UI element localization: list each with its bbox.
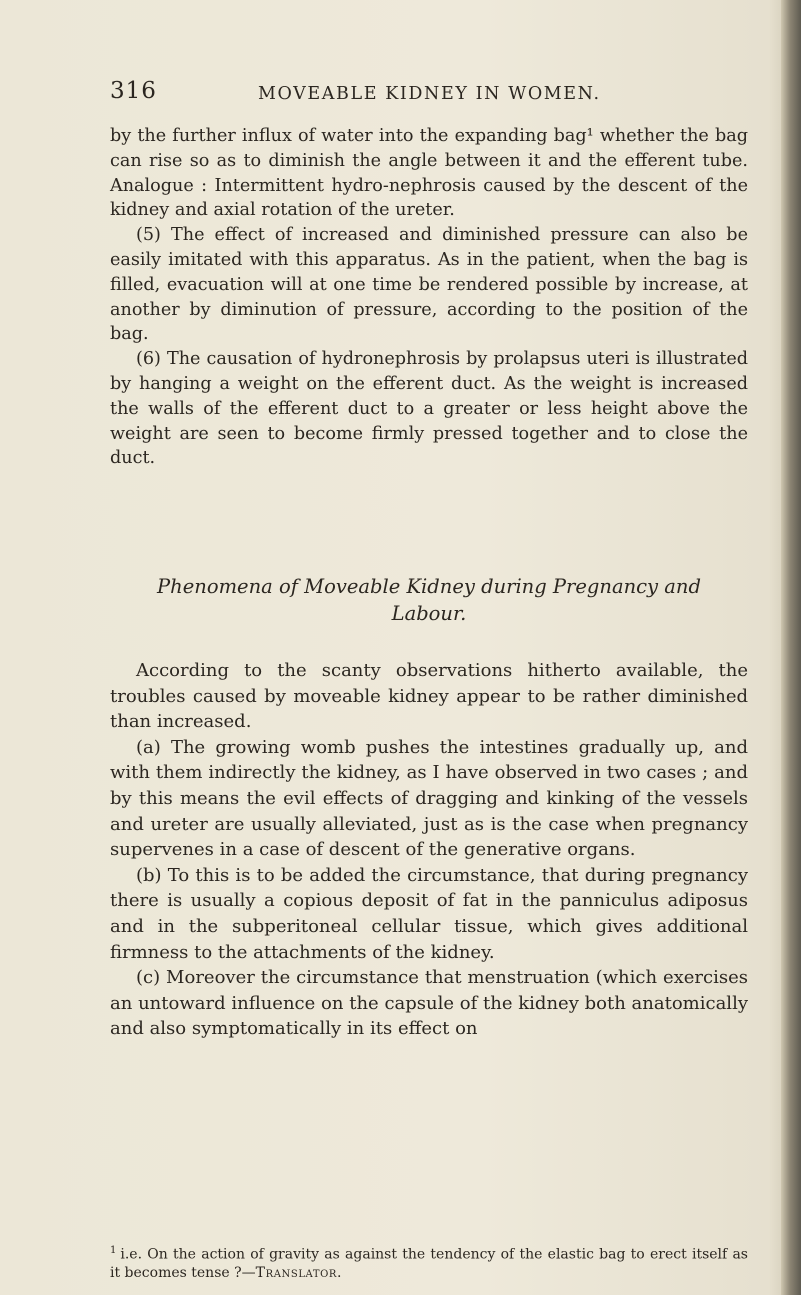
footnote-attribution: Translator. bbox=[255, 1264, 343, 1281]
paragraph-a: (a) The growing womb pushes the intestines gradually up, and with them indirectly the kidney, as I have observed in two cases ; and by this means the evil effects of dragging and kinking of the vessels and ureter are usually alleviated, just as is the case when pregnancy supervenes in a case of descent of the generative organs. bbox=[110, 736, 748, 861]
footnote-marker: 1 bbox=[110, 1245, 117, 1256]
paragraph-intro: According to the scanty observations hitherto available, the troubles caused by moveable kidney appear to be rather diminished than increased. bbox=[110, 660, 748, 733]
paragraph-continued: by the further influx of water into the expanding bag¹ whether the bag can rise so as to diminish the angle between it and the efferent tube. Analogue : Intermittent hydro-nephrosis caused by the descent of the kidney and axial rotation of the ureter. bbox=[110, 126, 748, 221]
footnote bbox=[110, 1242, 748, 1282]
section-heading-line-1: Phenomena of Moveable Kidney during Pregnancy and bbox=[157, 575, 701, 598]
body-text-bottom bbox=[110, 658, 748, 1042]
footnote-text: i.e. On the action of gravity as against the tendency of the elastic bag to erect itself as it becomes tense ?— bbox=[110, 1246, 748, 1281]
page-header bbox=[0, 78, 801, 108]
paragraph-c: (c) Moreover the circumstance that menstruation (which exercises an untoward influence on the capsule of the kidney both anatomically and also symptomatically in its effect on bbox=[110, 967, 748, 1040]
section-heading bbox=[110, 573, 748, 627]
section-heading-line-2: Labour. bbox=[391, 602, 467, 625]
paragraph-item-5: (5) The effect of increased and diminished pressure can also be easily imitated with this apparatus. As in the patient, when the bag is filled, evacuation will at one time be rendered possible by increase, at another by diminution of pressure, according to the position of the bag. bbox=[110, 225, 748, 345]
body-text-top bbox=[110, 124, 748, 471]
paragraph-item-6: (6) The causation of hydronephrosis by prolapsus uteri is illustrated by hanging a weight on the efferent duct. As the weight is increased the walls of the efferent duct to a greater or less height above the weight are seen to become firmly pressed together and to close the duct. bbox=[110, 349, 748, 469]
page-number: 316 bbox=[110, 78, 157, 104]
running-head: MOVEABLE KIDNEY IN WOMEN. bbox=[258, 84, 601, 104]
page-edge bbox=[781, 0, 801, 1295]
paragraph-b: (b) To this is to be added the circumstance, that during pregnancy there is usually a copious deposit of fat in the panniculus adiposus and in the subperitoneal cellular tissue, which gives additional firmness to the attachments of the kidney. bbox=[110, 864, 748, 963]
